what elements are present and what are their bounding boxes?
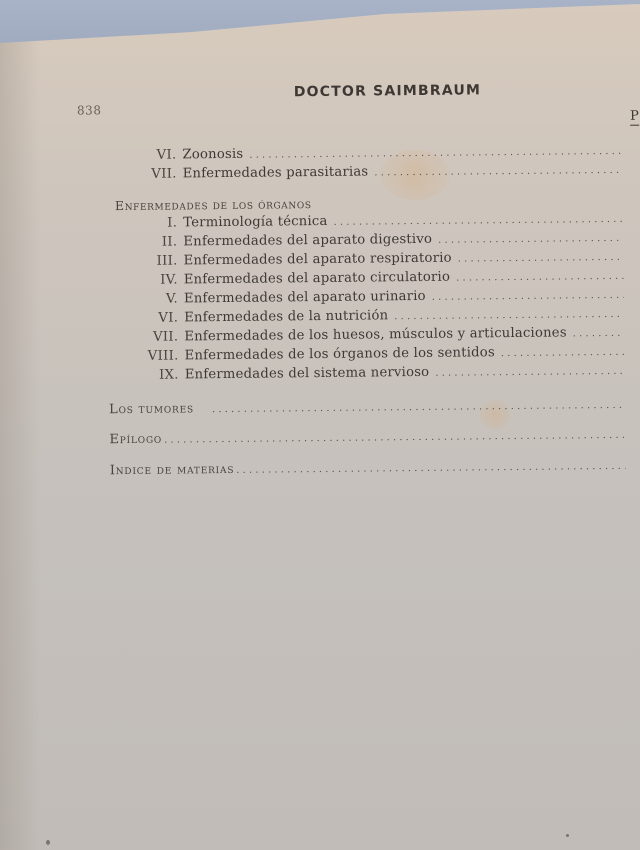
toc-section-entry <box>109 397 625 420</box>
dot-leader <box>501 347 625 359</box>
dot-leader <box>456 271 624 284</box>
toc-numeral: I. <box>167 215 178 231</box>
toc-numeral: VII. <box>152 329 179 345</box>
toc-section-title: Indice de materias <box>109 461 235 479</box>
toc-numeral: V. <box>165 291 179 307</box>
dot-leader <box>394 309 624 322</box>
toc-numeral: III. <box>156 253 178 269</box>
dot-leader <box>374 165 622 179</box>
running-head: DOCTOR SAIMBRAUM <box>293 82 482 101</box>
toc-title: Zoonosis <box>182 146 244 163</box>
toc-section-entry <box>110 458 626 481</box>
paper-speck <box>46 840 50 845</box>
paper-speck <box>566 834 569 837</box>
toc-numeral: IX. <box>158 367 179 383</box>
toc-title: Enfermedades de los huesos, músculos y articulaciones <box>184 325 567 345</box>
toc-numeral: IV. <box>160 272 178 288</box>
dot-leader <box>212 400 625 415</box>
dot-leader <box>249 146 622 161</box>
toc-numeral: VI. <box>158 310 179 326</box>
toc-title: Enfermedades de la nutrición <box>184 308 389 326</box>
page-number: 838 <box>76 103 102 118</box>
toc-numeral: II. <box>161 234 178 250</box>
toc-numeral: VI. <box>156 147 177 163</box>
column-header-letter: P <box>630 108 639 124</box>
toc-title: Enfermedades de los órganos de los sentidos <box>184 345 495 364</box>
toc-numeral: VII. <box>151 166 177 182</box>
dot-leader <box>236 461 626 476</box>
toc-title: Enfermedades del aparato digestivo <box>183 231 433 250</box>
toc-title: Enfermedades parasitarias <box>182 164 369 182</box>
toc-title: Enfermedades del aparato respiratorio <box>183 250 452 269</box>
dot-leader <box>573 328 625 340</box>
toc-section-title: Epílogo <box>109 431 163 448</box>
toc-section-title: Los tumores <box>109 401 195 418</box>
dot-leader <box>435 366 625 379</box>
dot-leader <box>333 214 623 228</box>
toc-title: Terminología técnica <box>183 213 328 231</box>
toc-entry <box>131 363 625 386</box>
dot-leader <box>438 233 623 246</box>
dot-leader <box>458 252 624 265</box>
dot-leader <box>432 290 624 303</box>
dot-leader <box>164 430 625 446</box>
toc-section-entry <box>109 427 625 450</box>
toc-title: Enfermedades del sistema nervioso <box>184 364 430 383</box>
section-heading: Enfermedades de los órganos <box>114 196 312 214</box>
toc-title: Enfermedades del aparato circulatorio <box>183 269 451 288</box>
toc-numeral: VIII. <box>147 348 179 364</box>
toc-title: Enfermedades del aparato urinario <box>183 288 426 307</box>
toc-entry <box>139 162 623 185</box>
